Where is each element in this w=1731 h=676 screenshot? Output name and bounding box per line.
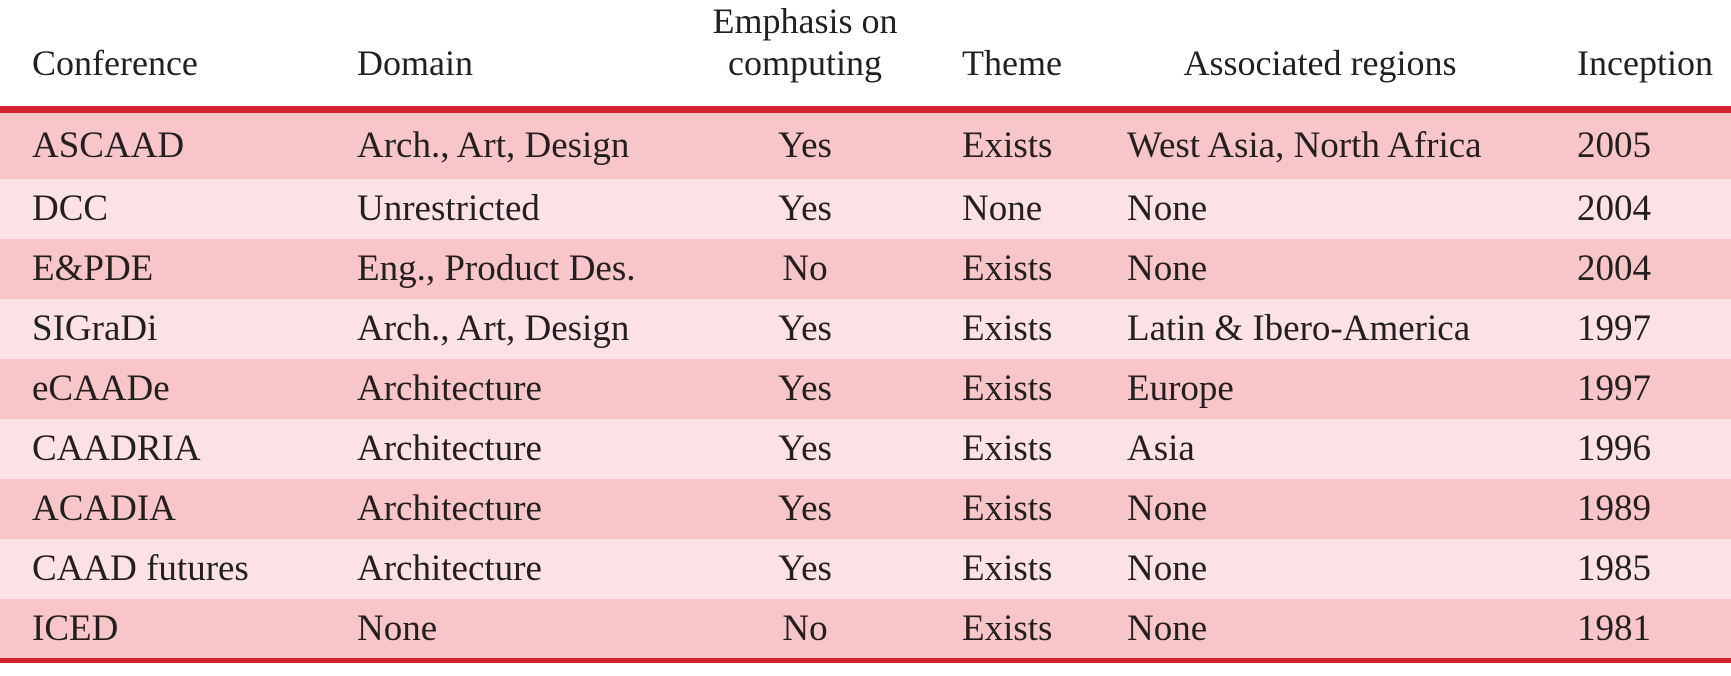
cell-text: 2005: [1577, 125, 1651, 167]
cell-text: None: [357, 607, 438, 649]
header-emphasis-on-computing: [680, 0, 930, 110]
cell-emphasis-on-computing: [680, 359, 930, 419]
cell-text: 1989: [1577, 488, 1651, 529]
cell-text: DCC: [32, 188, 109, 229]
table-row: [0, 110, 1731, 179]
cell-inception: [1545, 239, 1731, 299]
cell-text: Asia: [1127, 428, 1195, 469]
cell-emphasis-on-computing: [680, 239, 930, 299]
cell-emphasis-on-computing: [680, 419, 930, 479]
cell-domain: [325, 419, 680, 479]
cell-conference: [0, 110, 325, 179]
cell-text: 1997: [1577, 368, 1651, 409]
cell-inception: [1545, 479, 1731, 539]
cell-emphasis-on-computing: [680, 599, 930, 661]
cell-theme: [930, 239, 1095, 299]
cell-associated-regions: [1095, 110, 1545, 179]
cell-text: Exists: [962, 248, 1053, 289]
cell-associated-regions: [1095, 539, 1545, 599]
cell-text: Yes: [778, 428, 832, 469]
cell-text: 1997: [1577, 308, 1651, 349]
header-emphasis-line1: Emphasis on: [712, 1, 898, 41]
cell-theme: [930, 419, 1095, 479]
cell-text: Exists: [962, 548, 1053, 589]
table-row: [0, 419, 1731, 479]
cell-text: Latin & Ibero-America: [1127, 308, 1471, 349]
cell-text: 2004: [1577, 188, 1651, 229]
cell-text: ASCAAD: [32, 125, 185, 167]
cell-text: E&PDE: [32, 248, 154, 289]
cell-domain: [325, 599, 680, 661]
cell-text: Yes: [778, 548, 832, 589]
cell-emphasis-on-computing: [680, 479, 930, 539]
cell-text: No: [782, 248, 828, 289]
cell-domain: [325, 299, 680, 359]
cell-text: No: [782, 607, 828, 649]
cell-inception: [1545, 599, 1731, 661]
cell-conference: [0, 239, 325, 299]
cell-text: Exists: [962, 125, 1053, 167]
cell-associated-regions: [1095, 599, 1545, 661]
cell-text: None: [1127, 607, 1208, 649]
cell-domain: [325, 110, 680, 179]
cell-conference: [0, 179, 325, 239]
cell-text: 1981: [1577, 607, 1651, 649]
cell-theme: [930, 359, 1095, 419]
header-theme: Theme: [930, 0, 1095, 110]
cell-inception: [1545, 359, 1731, 419]
cell-emphasis-on-computing: [680, 179, 930, 239]
cell-text: Exists: [962, 607, 1053, 649]
cell-domain: [325, 479, 680, 539]
cell-text: Yes: [778, 188, 832, 229]
cell-theme: [930, 539, 1095, 599]
cell-inception: [1545, 539, 1731, 599]
cell-text: Architecture: [357, 428, 542, 469]
cell-text: Arch., Art, Design: [357, 308, 630, 349]
cell-conference: [0, 419, 325, 479]
cell-domain: [325, 359, 680, 419]
cell-theme: [930, 179, 1095, 239]
cell-text: SIGraDi: [32, 308, 158, 349]
cell-text: None: [1127, 188, 1208, 229]
cell-emphasis-on-computing: [680, 299, 930, 359]
cell-text: 2004: [1577, 248, 1651, 289]
cell-text: None: [1127, 248, 1208, 289]
header-domain: Domain: [325, 0, 680, 110]
cell-text: Yes: [778, 488, 832, 529]
cell-text: Yes: [778, 368, 832, 409]
cell-inception: [1545, 299, 1731, 359]
table-body: [0, 110, 1731, 661]
header-conference: Conference: [0, 0, 325, 110]
cell-inception: [1545, 110, 1731, 179]
cell-text: None: [962, 188, 1043, 229]
header-associated-regions: Associated regions: [1095, 0, 1545, 110]
header-emphasis-line2: computing: [728, 43, 882, 83]
cell-text: CAAD futures: [32, 548, 249, 589]
cell-theme: [930, 299, 1095, 359]
cell-inception: [1545, 179, 1731, 239]
cell-theme: [930, 479, 1095, 539]
cell-text: Unrestricted: [357, 188, 540, 229]
table-row: [0, 539, 1731, 599]
table-row: [0, 479, 1731, 539]
cell-text: Yes: [778, 308, 832, 349]
table-row: [0, 359, 1731, 419]
header-row: [0, 0, 1731, 110]
cell-text: ACADIA: [32, 488, 176, 529]
cell-emphasis-on-computing: [680, 110, 930, 179]
cell-text: eCAADe: [32, 368, 170, 409]
cell-text: Eng., Product Des.: [357, 248, 636, 289]
cell-associated-regions: [1095, 179, 1545, 239]
header-inception: Inception: [1545, 0, 1731, 110]
cell-text: None: [1127, 548, 1208, 589]
cell-text: 1996: [1577, 428, 1651, 469]
cell-text: CAADRIA: [32, 428, 201, 469]
cell-domain: [325, 179, 680, 239]
cell-associated-regions: [1095, 359, 1545, 419]
cell-text: ICED: [32, 607, 119, 649]
cell-theme: [930, 110, 1095, 179]
cell-text: Exists: [962, 308, 1053, 349]
cell-domain: [325, 239, 680, 299]
cell-conference: [0, 539, 325, 599]
cell-text: Europe: [1127, 368, 1234, 409]
cell-text: Yes: [778, 125, 832, 167]
cell-text: None: [1127, 488, 1208, 529]
cell-text: Architecture: [357, 548, 542, 589]
cell-text: Arch., Art, Design: [357, 125, 630, 167]
cell-associated-regions: [1095, 419, 1545, 479]
cell-conference: [0, 359, 325, 419]
cell-text: Exists: [962, 428, 1053, 469]
cell-text: Architecture: [357, 368, 542, 409]
cell-text: Exists: [962, 368, 1053, 409]
cell-inception: [1545, 419, 1731, 479]
cell-text: Architecture: [357, 488, 542, 529]
cell-domain: [325, 539, 680, 599]
table-row: [0, 179, 1731, 239]
cell-associated-regions: [1095, 299, 1545, 359]
cell-emphasis-on-computing: [680, 539, 930, 599]
cell-associated-regions: [1095, 479, 1545, 539]
table-header: [0, 0, 1731, 110]
cell-associated-regions: [1095, 239, 1545, 299]
cell-text: West Asia, North Africa: [1127, 125, 1482, 167]
table-row: [0, 599, 1731, 661]
cell-text: Exists: [962, 488, 1053, 529]
cell-theme: [930, 599, 1095, 661]
cell-conference: [0, 599, 325, 661]
table-row: [0, 239, 1731, 299]
cell-conference: [0, 299, 325, 359]
table-row: [0, 299, 1731, 359]
cell-conference: [0, 479, 325, 539]
cell-text: 1985: [1577, 548, 1651, 589]
